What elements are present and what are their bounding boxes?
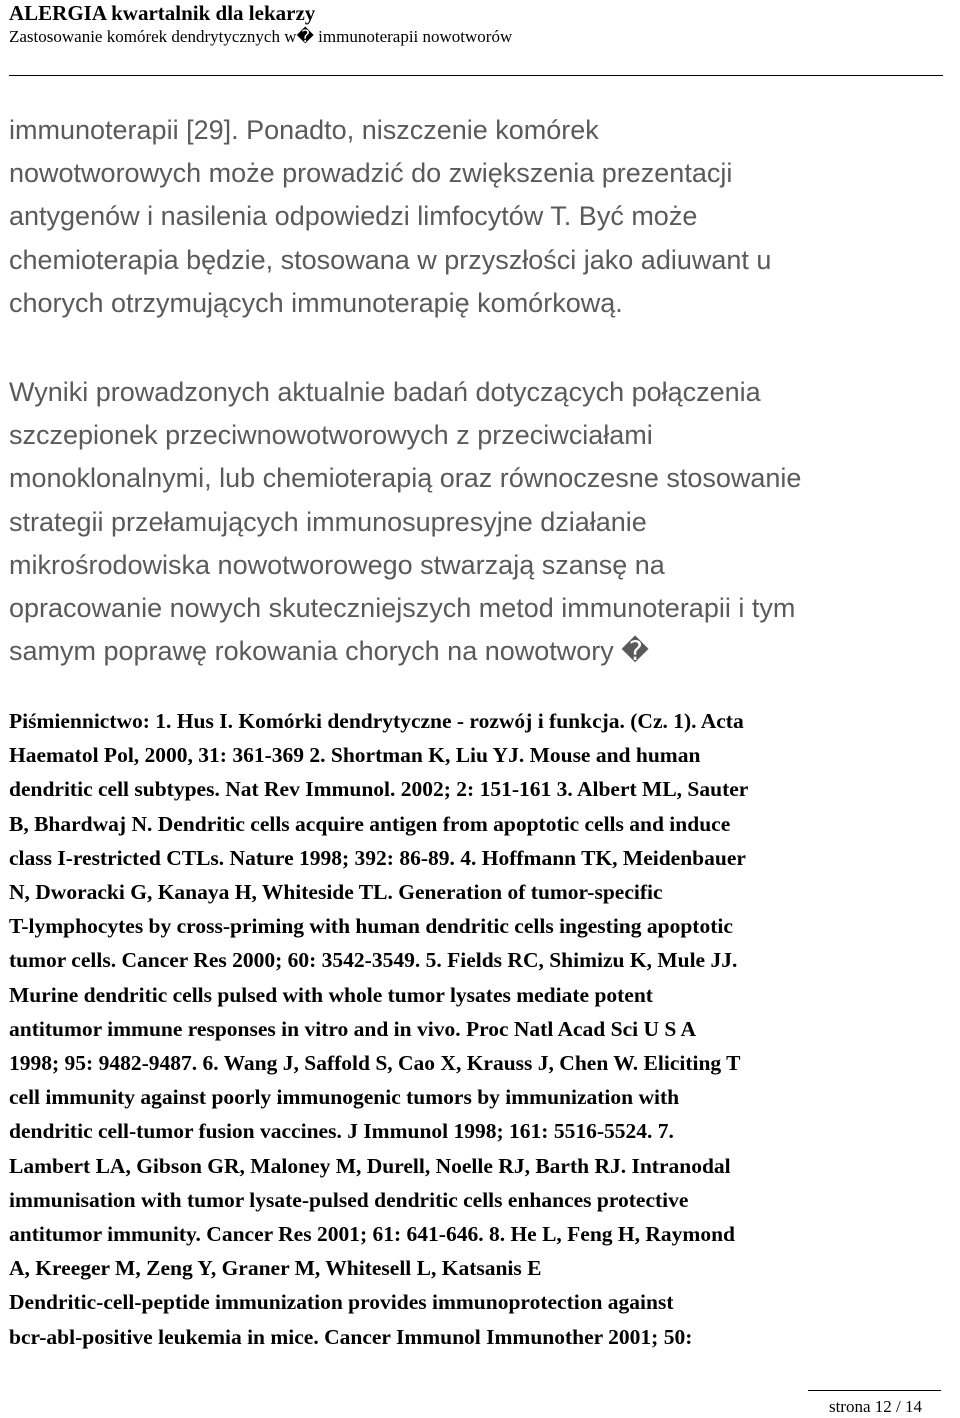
journal-title: ALERGIA kwartalnik dla lekarzy	[9, 1, 316, 25]
body-paragraph-2	[9, 371, 954, 673]
reference-line: bcr-abl-positive leukemia in mice. Cancer Immunol Immunother 2001; 50:	[9, 1324, 693, 1349]
reference-line: Dendritic-cell-peptide immunization provides immunoprotection against	[9, 1290, 674, 1315]
reference-line: N, Dworacki G, Kanaya H, Whiteside TL. Generation of tumor-specific	[9, 880, 663, 905]
text-line: nowotworowych może prowadzić do zwiększenia prezentacji	[9, 158, 733, 189]
references-section	[9, 704, 954, 1354]
body-paragraph-1	[9, 109, 954, 325]
reference-line: antitumor immune responses in vitro and in vivo. Proc Natl Acad Sci U S A	[9, 1016, 697, 1041]
reference-line: B, Bhardwaj N. Dendritic cells acquire antigen from apoptotic cells and induce	[9, 811, 731, 836]
text-line: mikrośrodowiska nowotworowego stwarzają szansę na	[9, 549, 665, 580]
reference-line: Piśmiennictwo: 1. Hus I. Komórki dendrytyczne - rozwój i funkcja. (Cz. 1). Acta	[9, 709, 744, 733]
reference-line: Haematol Pol, 2000, 31: 361-369 2. Shortman K, Liu YJ. Mouse and human	[9, 743, 701, 768]
text-line: monoklonalnymi, lub chemioterapią oraz równoczesne stosowanie	[9, 463, 802, 494]
text-line: immunoterapii [29]. Ponadto, niszczenie komórek	[9, 115, 599, 145]
text-line: chorych otrzymujących immunoterapię komórkową.	[9, 287, 623, 318]
reference-line: 1998; 95: 9482-9487. 6. Wang J, Saffold S, Cao X, Krauss J, Chen W. Eliciting T	[9, 1051, 741, 1076]
text-line: szczepionek przeciwnowotworowych z przeciwciałami	[9, 420, 653, 451]
text-line: chemioterapia będzie, stosowana w przyszłości jako adiuwant u	[9, 244, 772, 275]
reference-line: tumor cells. Cancer Res 2000; 60: 3542-3549. 5. Fields RC, Shimizu K, Mule JJ.	[9, 948, 738, 973]
reference-line: cell immunity against poorly immunogenic tumors by immunization with	[9, 1085, 680, 1110]
text-line: Wyniki prowadzonych aktualnie badań dotyczących połączenia	[9, 377, 761, 407]
article-title: Zastosowanie komórek dendrytycznych w� immunoterapii nowotworów	[9, 27, 513, 46]
page-number: strona 12 / 14	[828, 1397, 922, 1416]
text-line: strategii przełamujących immunosupresyjne działanie	[9, 506, 647, 537]
header-divider	[9, 75, 943, 76]
page-header	[9, 0, 949, 48]
reference-line: A, Kreeger M, Zeng Y, Graner M, Whitesell L, Katsanis E	[9, 1256, 542, 1281]
footer-divider	[808, 1390, 941, 1391]
reference-line: dendritic cell subtypes. Nat Rev Immunol. 2002; 2: 151-161 3. Albert ML, Sauter	[9, 777, 749, 802]
reference-line: antitumor immunity. Cancer Res 2001; 61: 641-646. 8. He L, Feng H, Raymond	[9, 1222, 736, 1247]
reference-line: Lambert LA, Gibson GR, Maloney M, Durell, Noelle RJ, Barth RJ. Intranodal	[9, 1153, 731, 1178]
text-line: samym poprawę rokowania chorych na nowotwory �	[9, 636, 649, 667]
reference-line: immunisation with tumor lysate-pulsed dendritic cells enhances protective	[9, 1187, 689, 1212]
reference-line: dendritic cell-tumor fusion vaccines. J Immunol 1998; 161: 5516-5524. 7.	[9, 1119, 674, 1144]
reference-line: T-lymphocytes by cross-priming with human dendritic cells ingesting apoptotic	[9, 914, 733, 939]
reference-line: class I-restricted CTLs. Nature 1998; 392: 86-89. 4. Hoffmann TK, Meidenbauer	[9, 845, 746, 870]
text-line: opracowanie nowych skuteczniejszych metod immunoterapii i tym	[9, 593, 796, 624]
text-line: antygenów i nasilenia odpowiedzi limfocytów T. Być może	[9, 201, 698, 232]
reference-line: Murine dendritic cells pulsed with whole tumor lysates mediate potent	[9, 982, 653, 1007]
